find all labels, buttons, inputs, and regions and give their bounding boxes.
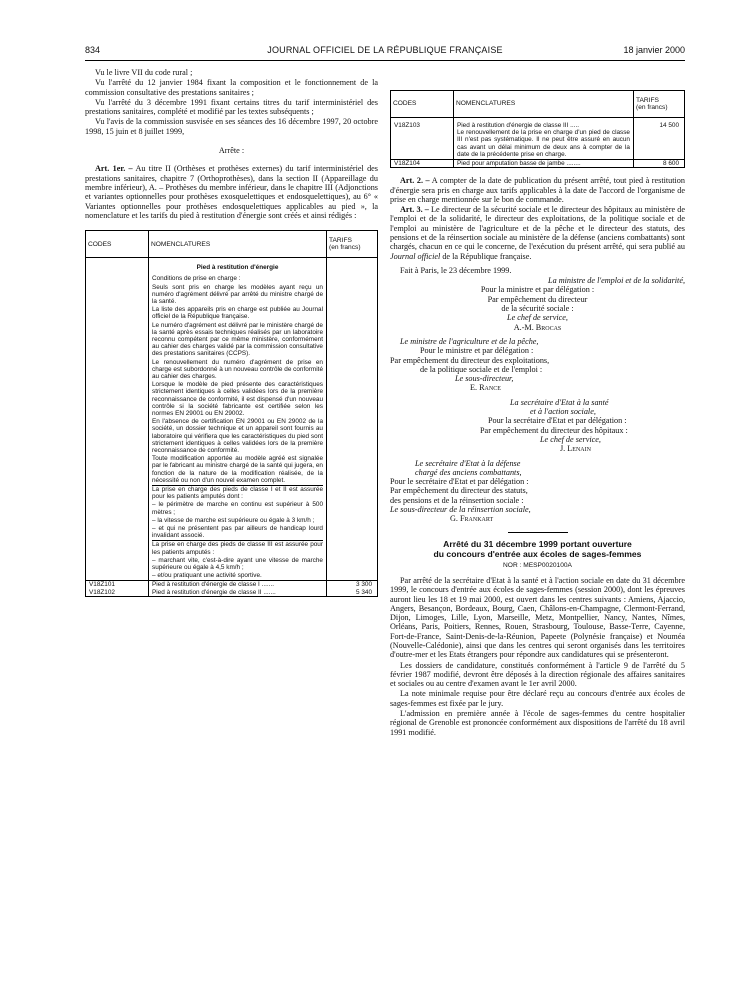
row-note: Le renouvellement de la prise en charge d'un pied de classe III n'est pas systématique. Il ne peut être assuré en aucun cas avant un délai minimum de deux ans à compter de la date de la précédente prise en charge. — [457, 129, 630, 158]
row-tarif: 14 500 — [634, 118, 685, 160]
condition-para: – et qui ne présentent pas par ailleurs de handicap lourd invalidant associé. — [152, 525, 323, 540]
notice-title-1: Arrêté du 31 décembre 1999 portant ouverture — [443, 538, 632, 549]
row-nomenclature — [454, 118, 634, 160]
notice-para: Par arrêté de la secrétaire d'Etat à la santé et à l'action sociale en date du 31 décembre 1999, le concours d'entrée aux écoles de sages-femmes (session 2000), dont les épreuves auront lieu les 18 et 19 mai 2000, est ouvert dans les centres suivants : Amiens, Ajaccio, Angers, Besançon, Bordeaux, Bourg, Caen, Châlons-en-Champagne, Clermont-Ferrand, Dijon, Limoges, Lille, Lyon, Marseille, Metz, Montpellier, Nancy, Nantes, Nîmes, Orléans, Paris, Poitiers, Rennes, Rouen, Strasbourg, Toulouse, Basse-Terre, Cayenne, Fort-de-France, Saint-Denis-de-la-Réunion, Papeete (Polynésie française) et Nouméa (Nouvelle-Calédonie), ainsi que dans les centres qui seront organisés dans les territoires d'outre-mer et les Etats étrangers pour répondre aux candidatures qui se présenteront. — [390, 575, 685, 660]
sig3-ministry: La secrétaire d'Etat à la santé — [510, 397, 609, 407]
row-code: V18Z101 — [86, 581, 149, 589]
sig1-ministry: La ministre de l'emploi et de la solidarité, — [548, 276, 685, 286]
col-header-tarifs: TARIFS (en francs) — [634, 91, 685, 118]
notice-para: Les dossiers de candidature, constitués conformément à l'article 9 de l'arrêté du 5 février 1987 modifié, devront être déposés à la direction régionale des affaires sanitaires et sociales ou au centre d'examen avant le 1er avril 2000. — [390, 660, 685, 689]
row-label: Pied à restitution d'énergie de classe III ..... — [457, 122, 579, 129]
article-1 — [85, 164, 378, 220]
condition-para: En l'absence de certification EN 29001 ou EN 29002 de la société, un dossier technique et un appareil sont fournis au laboratoire qui vérifiera que les caractéristiques du pied sont strictement identiques à celles validées lors de la première reconnaissance de conformité. — [152, 418, 323, 455]
col-header-codes: CODES — [86, 231, 149, 258]
section-divider — [508, 532, 568, 533]
page-header — [85, 45, 685, 59]
issue-date: 18 janvier 2000 — [623, 45, 685, 55]
sig1-name: A.-M. Brocas — [513, 322, 562, 332]
journal-title: JOURNAL OFFICIEL DE LA RÉPUBLIQUE FRANÇAISE — [267, 45, 503, 55]
condition-para: – marchant vite, c'est-à-dire ayant une vitesse de marche supérieure ou égale à 4,5 km/h ; — [152, 556, 323, 572]
row-code: V18Z104 — [391, 160, 454, 168]
signatures: La ministre de l'emploi et de la solidarité, Pour la ministre et par délégation : Par empêchement du directeur de la sécurité sociale : Le chef de service, A.-M. Brocas Le ministre de l'agriculture et de la pêche, Pour le ministre et par délégation : Par empêchement du directeur des exploitations, de la politique sociale et de l'emploi : Le sous-directeur, E. Rance La secrétaire d'Etat à la santé et à l'action sociale, Pour la secrétaire d'Etat et par délégation : Par empêchement du directeur des hôpitaux : Le chef de service, J. Lenain Le secrétaire d'Etat à la défense chargé des anciens combattants, Pour le secrétaire d'Etat et par délégation : Par empêchement du directeur des statuts, des pensions et de la réinsertion sociale : Le sous-directeur de la réinsertion sociale, G. Frankart — [390, 276, 685, 524]
visa-4: Vu l'avis de la commission susvisée en ses séances des 16 décembre 1997, 20 octobre 1998, 15 juin et 8 juillet 1999, — [85, 117, 378, 136]
condition-para: Lorsque le modèle de pied présente des caractéristiques strictement identiques à celles validées lors de la première reconnaissance de conformité, il est dispensé d'un nouveau contrôle si la société fabricante est certifiée selon les normes EN 29001 ou EN 29002. — [152, 381, 323, 418]
page-number: 834 — [85, 45, 101, 55]
left-column — [85, 68, 378, 597]
condition-para: – la vitesse de marche est supérieure ou égale à 3 km/h ; — [152, 516, 315, 524]
arrete-label: Arrête : — [218, 146, 245, 156]
article-2: Art. 2. – A compter de la date de publication du présent arrêté, tout pied à restitution d'énergie sera pris en charge aux tarifs applicables à la date de l'accord de l'organisme de prise en charge mentionnée sur le bon de commande. — [390, 176, 685, 204]
condition-para: Toute modification apportée au modèle agréé est signalée par le fabricant au ministre chargé de la santé qui jugera, en fonction de la nature de la modification réalisée, de la nécessité ou non d'un nouvel examen complet. — [152, 455, 323, 484]
col-header-tarifs: TARIFS (en francs) — [327, 231, 378, 258]
row-code: V18Z103 — [391, 118, 454, 160]
row-tarif: 3 300 — [327, 581, 378, 589]
conditions-cell — [149, 258, 327, 581]
sig4-ministry: Le secrétaire d'Etat à la défense — [415, 458, 521, 468]
condition-para: La prise en charge des pieds de classe III est assurée pour les patients amputés : — [152, 541, 323, 556]
condition-para: Le renouvellement du numéro d'agrément de prise en charge est subordonné à un nouveau contrôle de conformité au cahier des charges. — [152, 358, 323, 380]
sig2-name: E. Rance — [470, 383, 501, 393]
visa-3: Vu l'arrêté du 3 décembre 1991 fixant certains titres du tarif interministériel des prestations sanitaires, complété et modifié par les textes subséquents ; — [85, 97, 378, 117]
col-header-codes: CODES — [391, 91, 454, 118]
condition-para: Le numéro d'agrément est délivré par le ministère chargé de la santé après essais techniques réalisés par un laboratoire reconnu compétent par ce même ministère, conformément au cahier des charges validé par la commission consultative des prestations sanitaires (CCPS). — [152, 321, 323, 358]
fait-a-paris: Fait à Paris, le 23 décembre 1999. — [400, 265, 512, 275]
section-title: Pied à restitution d'énergie — [196, 264, 279, 272]
nor-reference: NOR : MESP0020100A — [503, 561, 572, 569]
nomenclature-table-right — [390, 90, 685, 168]
article-1-text: Au titre II (Orthèses et prothèses externes) du tarif interministériel des prestations sanitaires, chapitre 7 (Orthoprothèses), dans la section II (Appareillage du membre inférieur), A. – Prothèses du membre inférieur, dans le chapitre III (Adjonctions et variantes optionnelles pour prothèses exosquelettiques et endosquelettiques), au 6° « Variantes optionnelles pour prothèses endosquelettiques applicables au pied », la nomenclature et les tarifs du pied à restitution d'énergie sont créés et ainsi rédigés : — [85, 164, 378, 220]
article-3: Art. 3. – Le directeur de la sécurité sociale et le directeur des hôpitaux au ministère de l'emploi et de la solidarité, le directeur des exploitations, de la politique sociale et de l'emploi au ministère de l'agriculture et de la pêche et le directeur des statuts, des pensions et de la réinsertion sociale au ministère de la défense (anciens combattants) sont chargés, chacun en ce qui le concerne, de l'exécution du présent arrêté, qui sera publié au Journal officiel de la République française. — [390, 205, 686, 261]
sig4-name: G. Frankart — [450, 514, 494, 524]
condition-para: – le périmètre de marche en continu est supérieur à 500 mètres ; — [152, 501, 323, 516]
notice-para: La note minimale requise pour être déclaré reçu au concours d'entrée aux écoles de sages-femmes est fixée par le jury. — [390, 689, 685, 708]
conditions-label: Conditions de prise en charge : — [152, 275, 241, 283]
col-header-nomenclatures: NOMENCLATURES — [454, 91, 634, 118]
row-label: Pied pour amputation basse de jambe ........ — [454, 160, 634, 168]
article-1-label: Art. 1er. – — [95, 164, 133, 174]
sig3-name: J. Lenain — [560, 444, 591, 454]
row-tarif: 8 600 — [634, 160, 685, 168]
row-label: Pied à restitution d'énergie de classe II ....... — [149, 589, 327, 597]
condition-para: La prise en charge des pieds de classe I et II est assurée pour les patients amputés dont : — [152, 486, 323, 501]
condition-para: Seuls sont pris en charge les modèles ayant reçu un numéro d'agrément délivré par arrêté du ministre chargé de la santé. — [152, 283, 323, 305]
col-header-nomenclatures: NOMENCLATURES — [149, 231, 327, 258]
sig2-ministry: Le ministre de l'agriculture et de la pêche, — [400, 336, 539, 346]
notice-para: L'admission en première année à l'école de sages-femmes du centre hospitalier régional de Grenoble est prononcée conformément aux dispositions de l'arrêté du 18 avril 1991 modifié. — [390, 709, 685, 737]
header-rule — [85, 60, 685, 61]
notice-title-2: du concours d'entrée aux écoles de sages-femmes — [433, 548, 642, 559]
row-tarif: 5 340 — [327, 589, 378, 597]
condition-para: – et/ou pratiquant une activité sportive. — [152, 572, 262, 580]
row-label: Pied à restitution d'énergie de classe I ....... — [149, 581, 327, 589]
nomenclature-table-left — [85, 230, 378, 597]
row-code: V18Z102 — [86, 589, 149, 597]
right-column — [390, 90, 685, 738]
visa-1: Vu le livre VII du code rural ; — [95, 68, 193, 77]
condition-para: La liste des appareils pris en charge est publiée au Journal officiel de la République française. — [152, 306, 323, 321]
visa-2: Vu l'arrêté du 12 janvier 1984 fixant la composition et le fonctionnement de la commission consultative des prestations sanitaires ; — [85, 78, 378, 97]
